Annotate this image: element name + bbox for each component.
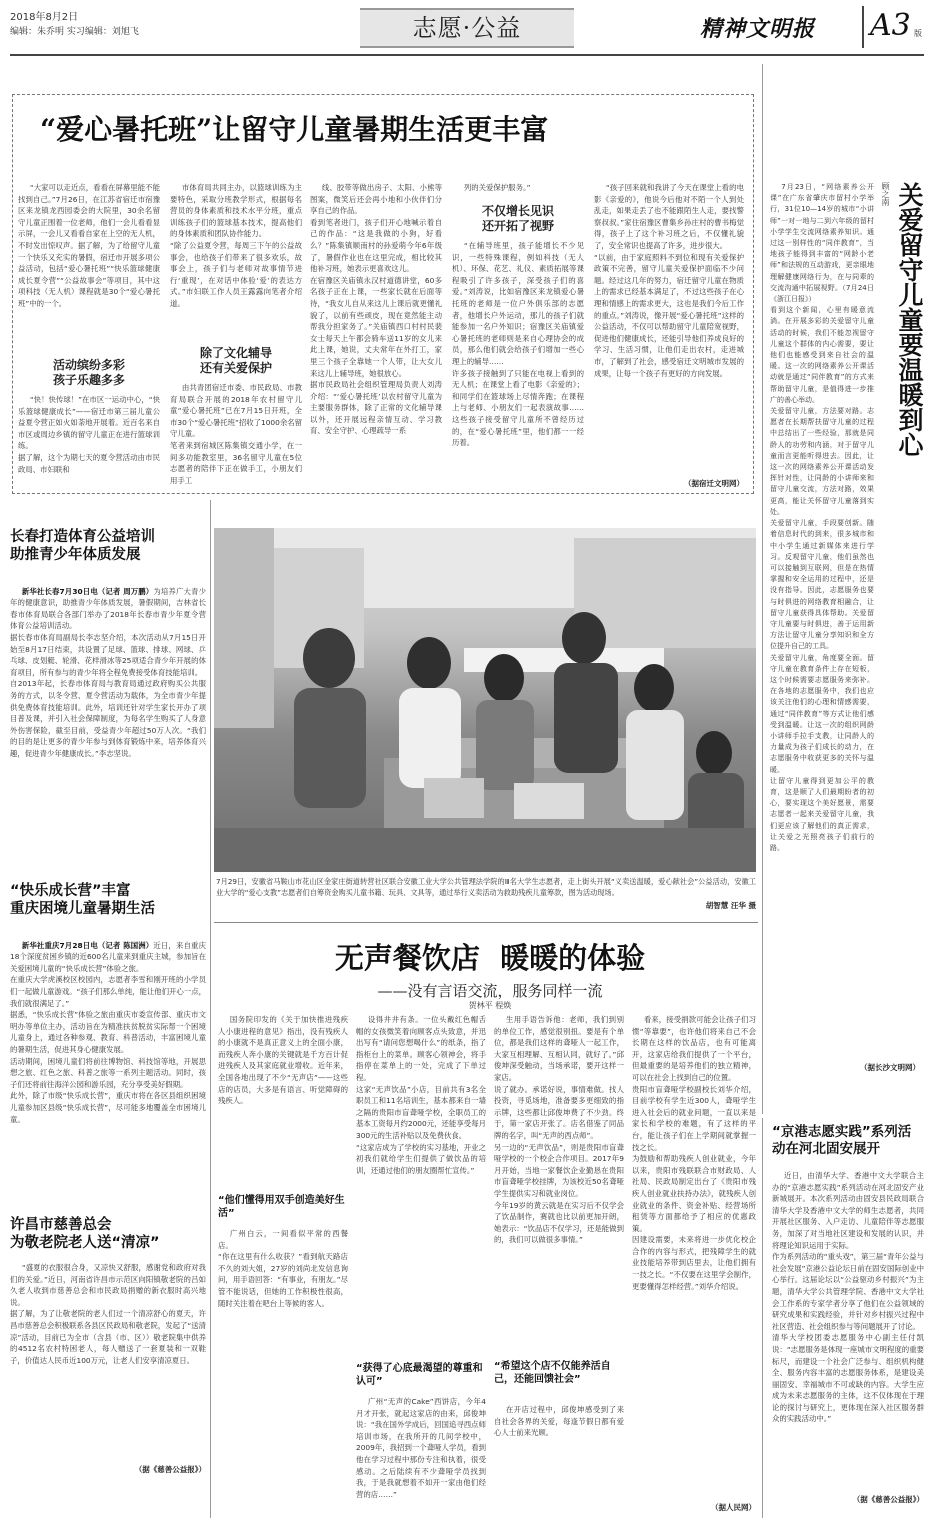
paper-name: 精神文明报 — [700, 16, 816, 42]
left-story-2-dateline: 新华社重庆7月28日电（记者 陈国洲） — [21, 940, 154, 950]
left-story-1-headline: 长春打造体育公益培训 助推青少年体质发展 — [10, 529, 155, 563]
top-sub-1: 活动缤纷多彩 孩子乐趣多多 — [52, 358, 125, 387]
right-column-body — [770, 182, 874, 1002]
top-col-2-text: 市体育局共同主办，以篮球训练为主要特色，采取分班教学形式，根据每名营员的身体素质和技术水平分班，重点训练孩子们的篮球基本技术，提高他们的身体素质和团队协作能力。 “除了公益夏令营，每周三下午的公益故事会，也给孩子们带来了很多欢乐，故事会上，孩子们与老师对故事情节进行‘重现’，在对话中体验‘爱’的表达方式。”市妇联工作人员王露露向笔者介绍道。 — [170, 183, 302, 308]
bottom-col-2 — [356, 1014, 486, 1344]
bottom-col-3 — [494, 1014, 624, 1350]
bottom-col-2b-text: 广州“无声的Cake”西饼店，今年4月才开张，就起这家店的由来，邱俊坤说：“我在国外学成后，回国追寻西点师培训市场，在我所开的几间学校中，2009年，我招到一个聋哑人学员，看到他在学习过程中那份专注和执着，很受感动。之后陆续有不少聋哑学员找到我，于是我就想着不如开一家由他们经营的店……” — [356, 1397, 486, 1499]
section-title: 志愿·公益 — [412, 14, 522, 42]
event-photo — [214, 528, 756, 872]
left-story-2-text: 近日，来自重庆18个深度贫困乡镇的近600名儿童来到重庆主城，参加旨在关爱困境儿童的“快乐成长营”体验之旅。 在重庆大学虎溪校区校园内，志愿者李雪和刚开班的小学员们一起做儿童游戏。“孩子们那么单纯，能让他们开心一点，我们就很满足了。” 据悉，“快乐成长营”体验之旅由重庆市委宣传部、重庆市文明办等单位主办，活动旨在为精准扶贫脱贫实际帮一个困境儿童身上，通过各种参观、教育、科普活动，丰富困境儿童的暑期生活，促进其身心健康发展。 活动期间，困境儿童们将前往博物馆、科技馆等地，开展思想之旅、红色之旅、科普之旅等一系列主题活动。同时，孩子们还将前往海洋公园和游乐园，充分享受美好假期。 此外，除了市级“快乐成长营”，重庆市将在各区县组织困境儿童参加区县级“快乐成长营”，尽可能多地覆盖全市困境儿童。 — [10, 940, 206, 1124]
top-col-3 — [310, 182, 442, 490]
top-col-4-text: 列的关爱保护服务。” — [463, 183, 531, 192]
bottom-sub-3: “希望这个店不仅能养活自己，还能回馈社会” — [494, 1361, 611, 1385]
bottom-story-rule — [214, 922, 758, 923]
right-column-title: 关爱留守儿童要温暖到心 — [895, 182, 924, 457]
bottom-right-body — [772, 1170, 924, 1490]
event-photo-scene — [214, 528, 756, 872]
bottom-story-credit: （据人民网） — [711, 1503, 756, 1512]
bottom-right-divider — [762, 1118, 763, 1518]
bottom-right-credit: （据《慈善公益报》） — [852, 1495, 924, 1504]
top-col-1-text: “大家可以走近点，看看在屏幕里能不能找到自己。”7月26日，在江苏省宿迁市宿豫区来龙镇龙西园委会的大院里，30余名留守儿童正围着一位老师，他们一会儿看看显示屏，一会儿又看看自家在上空的无人机，不时发出惊叹声。据了解，为了给留守儿童一个快乐又充实的暑假，宿迁市开展多项公益活动，包括“爱心暑托班”“快乐篮球健康成长夏令营”“公益故事会”等项目，其中这项科技（无人机）课程就是30个“爱心暑托班”中的一个。 — [18, 183, 160, 308]
bottom-col-2-text: 设得井井有条。一位头戴红色帽舌帽的女孩微笑着向顾客点头致意，并迅出写有“请问您想喝什么”的纸条，指了指柜台上的菜单。顾客心领神会，将手指停在菜单上的一处，完成了下单过程。 这家“无声饮品”小店，目前共有3名全职员工和11名培训生，基本都来自一墙之隔的贵阳市盲聋哑学校，全职员工的基本工资每月约2000元，还能享受每月300元的生活补贴以及免费伙食。 “这家店成为了学校的实习基地，开业之初我们就给学生们提供了做饮品的培训，还通过他们的朋友圈帮忙宣传。” — [356, 1015, 486, 1175]
top-story-headline: “爱心暑托班”让留守儿童暑期生活更丰富 — [40, 113, 549, 146]
bottom-col-4-text: 看来，接受捐款可能会让孩子们习惯“等靠要”，也许他们将来自己不会长期在这样的饮品店，也有可能离开，这家店给我们提供了一个平台，但最重要的是培养他们的独立精神，可以在社会上找到自己的位置。 贵阳市盲聋哑学校副校长刘华介绍，目前学校有学生近300人，聋哑学生进入社会后的就业问题，一直以来是家长和学校的难题，有了这样的平台，能让孩子们在上学期间就掌握一技之长。 为鼓励和帮助残疾人创业就业，今年以来，贵阳市残联联合市财政局、人社局、民政局制定出台了《贵阳市残疾人创业就业扶持办法》，就残疾人创业就业的条件、资金补贴、经营场所租赁等方面都给予了相应的优惠政策。 因建设需要，未来将进一步优化校企合作的内容与形式，把残障学生的就业技能培养带到店里去，让他们拥有一技之长。“不仅要在这里学会制作，更要懂得怎样经营。”刘华介绍说。 — [632, 1015, 756, 1291]
page-suffix: 版 — [914, 29, 922, 38]
top-story-credit: （据宿迁文明网） — [684, 479, 744, 488]
left-story-2-headline: “快乐成长营”丰富 重庆困境儿童暑期生活 — [10, 883, 155, 917]
bottom-col-1 — [218, 1014, 348, 1186]
left-story-3-headline: 许昌市慈善总会 为敬老院老人送“清凉” — [10, 1217, 160, 1251]
top-col-4 — [452, 182, 584, 196]
bottom-story-subhead: ——没有言语交流，服务同样一流 — [377, 982, 603, 1000]
header-date: 2018年8月2日 — [10, 12, 79, 23]
top-col-4b — [452, 240, 584, 490]
top-col-2 — [170, 182, 302, 342]
bottom-story-headline: 无声餐饮店 暖暖的体验 — [334, 941, 646, 975]
top-col-5 — [594, 182, 744, 478]
left-story-2-body — [10, 928, 206, 1204]
top-sub-2: 除了文化辅导 还有关爱保护 — [199, 346, 272, 375]
top-col-4b-text: “在辅导班里，孩子能增长不少见识，一些特殊课程，例如科技（无人机）、环保、花艺、礼仪、素质拓展等课程吸引了许多孩子，深受孩子们的喜爱。”刘涛说，比如宿豫区来龙镇爱心暑托班的老师是一位户外俱乐部的志愿者，他增长户外运动，那儿的孩子们就能参加一名户外知识；宿豫区关庙镇爱心暑托班的老师则是来自心理协会的成员，那么他们就会给孩子们增加一些心理上的辅导…… 许多孩子接触到了只能在电视上看到的无人机；在课堂上看了电影《亲爱的》；和同学们在篮球场上尽情奔跑；在课程上与老师、小朋友们一起表演故事……这些孩子接受留守儿童所不曾经历过的，在“爱心暑托班”里，他们都一一经历着。 — [452, 241, 584, 448]
page-number: A3 — [870, 8, 911, 43]
bottom-sub-1: “他们懂得用双手创造美好生活” — [218, 1195, 345, 1219]
top-col-2b-text: 由共青团宿迁市委、市民政局、市教育局联合开展的2018年农村留守儿童“爱心暑托班”已在7月15日开班，全市30个“爱心暑托班”招收了1000余名留守儿童。 笔者来到宿城区陈集镇交通小学，在一间多功能教室里，36名留守儿童在5位志愿者的陪伴下正在做手工，小朋友们用手工 — [170, 383, 302, 485]
section-badge — [360, 8, 574, 48]
top-col-5-text: “孩子回来就和我讲了今天在课堂上看的电影《亲爱的》，他说今后他对不陌一个人到处乱走，如果走丢了也不能跟陌生人走，要找警察叔叔。”家住宿豫区曹集乡孙庄村的曹书梅觉得，孩子上了这个补习班之后，不仅懂礼貌了，安全常识也提高了许多，进步很大。 “以前，由于家庭照料不到位和现有关爱保护政策不完善，留守儿童关爱保护面临不少问题。经过这几年的努力，宿迁留守儿童在物质上的需求已经基本满足了，不过这些孩子在心理和情感上的需求更大，这也是我们今后工作的重点。”刘涛说，像开展“爱心暑托班”这样的公益活动，不仅可以帮助留守儿童陪宽视野，促进他们健康成长，还能引导他们养成良好的学习、生活习惯，让他们走出农村，走进城市，了解到了社会，感受宿迁文明城市发展的成果，让每一个孩子有更好的方向发展。 — [594, 183, 744, 378]
left-story-1-text: 为培养广大青少年的健康意识，助推青少年体质发展，暑假期间，吉林省长春市体育局联合各部门举办了2018年长春市青少年夏令营体育公益培训活动。 据长春市体育局副局长李志坚介绍，本次活动从7月15日开始至8月17日结束，共设置了足球、篮球、排球、网球、乒乓球、皮划艇、轮滑、花样滑冰等25项适合青少年开展的体育项目，所有参与的青少年将全程免费接受体育技能培训。 自2013年起，长春市体育局与教育局通过政府购买公共服务的方式，以冬令营、夏令营活动为载体，为全市青少年提供免费体育技能培训。此外，培训还针对学生家长开办了项目普及课，并引入社会保障制度，为每名学生购买了人身意外伤害保险，截至目前，受益青少年超过50万人次。“我们的目的是让更多的青少年参与到体育锻炼中来，培养体育兴趣，促进青少年健康成长。”李志坚说。 — [10, 586, 206, 758]
header-rule — [10, 54, 924, 56]
page-number-box — [862, 6, 924, 48]
bottom-right-text: 近日，由清华大学、香港中文大学联合主办的“京港志愿实践”系列活动在河北固安产业新城展开。本次系列活动由固安县民政局联合清华大学及香港中文大学的师生志愿者，共同开展社区服务、入户走访、儿童陪伴等志愿服务，加深了对当地社区建设和发展的认识，并将理论知识运用于实际。 作为系列活动的“重头戏”，第三届“青年公益与社会发展”京港公益论坛日前在固安国际创业中心举行。这届论坛以“公益驱动乡村振兴”为主题，清华大学公共管理学院、香港中文大学社会工作系的专家学者分享了他们在公益领域的研究成果和实践经验，并针对乡村振兴过程中社区营造、社会组织参与等问题展开了讨论。 清华大学校团委志愿服务中心副主任付凯说：“志愿服务是体现一座城市文明程度的重要标尺，而建设一个社会广泛参与、组织机构健全、服务内容丰富的志愿服务体系，是建设美丽固安、幸福城市不可或缺的内容。大学生应成为未来志愿服务的主体，这不仅体现在于理论的探讨与研究上，更体现在深入社区服务群众的实践活动中。” — [772, 1171, 924, 1424]
bottom-col-2b — [356, 1396, 486, 1500]
bottom-right-headline: “京港志愿实践”系列活动在河北固安展开 — [772, 1124, 912, 1157]
left-story-3-body — [10, 1262, 206, 1458]
top-col-1b-text: “快！快传球！”在市区一运动中心，“快乐篮球健康成长”——宿迁市第三届儿童公益夏令营正如火如荼地开展着。近百名来自市区或周边乡镇的留守儿童正在进行篮球训练。 据了解，这个为期七天的夏令营活动由市民政局、市妇联和 — [18, 395, 160, 474]
bottom-col-1-text: 国务院印发的《关于加快推进残疾人小康进程的意见》指出，没有残疾人的小康就不是真正意义上的全面小康，而残疾人奔小康的关键就是千方百计促进残疾人及其家庭就业增收。近年来，全国各地出现了不少“无声店”——这些店的店员，大多是有语言、听觉障碍的残疾人。 — [218, 1015, 348, 1106]
bottom-sub-2: “获得了心底最渴望的尊重和认可” — [356, 1363, 483, 1387]
header-editors: 编辑：朱乔明 实习编辑：刘旭飞 — [10, 27, 139, 37]
top-col-1b — [18, 394, 160, 490]
bottom-col-3-text: 生用手语告诉他：老师，我们到别的单位工作，感觉很别扭。要是有个单位，都是我们这样的聋哑人一起工作，大家互相理解、互相认同，就好了。”邱俊坤深受触动，当场承诺，要开这样一家店。 说了就办。承诺好说，事情难做。找人投资，寻觅场地，准备要多更细致的指示牌，这些都让邱俊坤费了不少劲。终于，第一家店开张了。店名借鉴了同品牌的名字，叫“无声的西点师”。 另一边的“无声饮品”，则是贵阳市盲聋哑学校的一个校企合作项目。2017年9月开始，当地一家餐饮企业勤恳在贵阳市盲聋哑学校挂牌，为该校近50名聋哑学生提供实习和就业岗位。 今年19岁的黄云就是在实习后不仅学会了饮品制作，赛就也比以前更加开朗，她表示：“饮品店不仅学习，还是能做到的，我们可以做很多事情。” — [494, 1015, 624, 1245]
right-column-credit: （据长沙文明网） — [860, 1063, 920, 1072]
top-col-2b — [170, 382, 302, 490]
right-column-text: 7月23日，“网络素养公开课”在广东省肇庆市留村小学举行，31位10—14岁的城市“小讲师”一对一地与二到六年级的留村小学学生交流网络素养知识。通过这一别样性的“同伴教育”，当地孩子能得到丰富的“网龄小老师”和法规的互动游戏，更亲眼地理解健康网络行为，在与同辈的交流沟通中拓展视野。（7月24日《浙江日报》） 看到这个新闻，心里有暖意流淌。在开展多彩的关爱留守儿童活动的时候，我们不能忽视留守儿童这个群体的内心需要，要让他们也能感受到来自社会的温暖。这一次的网络素养公开课活动就是通过“同伴教育”的方式来帮助留守儿童，是值得进一步推广的善心举动。 关爱留守儿童，方法要对路。志愿者在长期帮扶留守儿童的过程中总结出了一些经验，那就是同龄人的功劳和内涵，对于留守儿童而言更能听得进去。因此，让这一次的网络素养公开课活动发挥针对性，让同龄的小讲师来和留守儿童交流，方法对路，效果更高，能让关怀留守儿童落到实处。 关爱留守儿童，手段要创新。随着信息时代的到来，很多城市和中小学生通过新媒体来进行学习。反观留守儿童，他们虽然也可以接触到互联网，但是在热情掌握和安全运用的过程中，还是没有指导。因此，志愿服务也要与时俱进的网络教育相融合，让留守儿童获得具体帮助。关爱留守儿童要与时俱进，善于运用新方法让留守儿童分享知识和全方位提升自己的工具。 关爱留守儿童，角度要全面。留守儿童在教育条件上存在短板，这个时候需要志愿服务来弥补。在各地的志愿服务中，我们也应该关注他们的心理和情感需要，通过“同伴教育”等方式让他们感受到温暖。让这一次的组织网龄小讲师手拉手支教，让同龄人的力量成为孩子们成长的动力，在志愿服务中收获更多的关怀与温暖。 让留守儿童得到更加公平的教育，这是顺了人们最期盼者的初心，要实现这个美好愿景，需要志愿者一起来关爱留守儿童，我们更应该了解他们的真正需求，让关爱之光照亮孩子们前行的路。 — [770, 183, 874, 852]
bottom-story-byline: 贺林平 程焕 — [468, 1001, 512, 1010]
left-column-divider — [210, 500, 211, 1518]
left-story-3-text: “盛夏的衣服很合身，又凉快又舒服，感谢党和政府对我们的关爱。”近日，河南省许昌市示范区向阳镇敬老院的吕如久老人收到市慈善总会和市民政局捐赠的新衣服时高兴地说。 据了解，为了让敬老院的老人们过一个清凉舒心的夏天，许昌市慈善总会积极联系各县区民政局和敬老院，发起了“送清凉”活动，目前已为全市（含县（市、区））敬老院集中供养的4512名农村特困老人，每人赠送了一套夏装和一双鞋子，价值达人民币近100万元，让老人们安享清凉夏日。 — [10, 1263, 206, 1365]
bottom-col-4 — [632, 1014, 756, 1500]
left-story-1-dateline: 新华社长春7月30日电（记者 周万鹏） — [21, 586, 154, 596]
top-col-3-text: 线、胶带等做出房子、太阳、小熊等图案，微笑后还会再小地和小伙伴们分享自己的作品。 看到笔者进门，孩子们开心地喊示着自己的作品：“这是我做的小狗，好看么？”陈集镇顺南村的孙爱萌今年6年级了，暑假作业也在这里完成，相比较其他补习班，她表示更喜欢这儿。 在宿豫区关庙镇永汉村道德讲堂，60多名孩子正在上课，一些家长就在后面等待，“我女儿自从来这儿上课后就更懂礼貌了，以前有些顽皮，现在竟然能主动帮我分担家务了。”关庙镇西口村村民裴女士每天上午都会骑车送11岁的女儿来此上课，她说，丈夫常年在外打工，家里三个孩子全靠她一个人带，让大女儿来这儿上辅导班，她很放心。 据市民政局社会组织管理局负责人刘涛介绍：“‘爱心暑托班’以农村留守儿童为主要服务群体，除了正常的文化辅导课以外，还开展远程亲情互动、学习教育、安全守护、心理疏导一系 — [310, 183, 442, 436]
bottom-col-1b — [218, 1228, 348, 1500]
photo-credit: 胡智慧 汪华 摄 — [705, 901, 756, 910]
top-sub-3: 不仅增长见识 还开拓了视野 — [481, 204, 554, 233]
left-story-3-credit: （据《慈善公益报》） — [134, 1465, 206, 1474]
photo-caption-text: 7月29日，安徽省马鞍山市花山区金家庄街道转营社区联合安徽工业大学公共管理法学院的Ⅲ名大学生志愿者，走上街头开展“义卖送温暖，爱心献社会”公益活动，安徽工业大学的“爱心支教”志愿者们自筹资金购买儿童书籍、玩具、文具等，通过举行义卖活动为救助残疾儿童筹款，图为活动现场。 — [216, 877, 756, 897]
bottom-col-3b: 在开店过程中，邱俊坤感受到了来自社会各界的关爱，每逢节假日都有爱心人士前来光顾。 — [494, 1405, 624, 1438]
right-column-byline: 顾之南 — [881, 182, 890, 206]
right-column-divider — [762, 64, 763, 1114]
bottom-col-1b-text: 广州白云，一间看似平常的西餐店。 “你在这里有什么收获？”看到航天路店不久的刘大姐，27岁的刘尚北发信息询问，用手语回答：“有事业，有朋友。”尽管不能说话，但她的工作积极性很高，随时关注着在吧台上等候的客人。 — [218, 1229, 348, 1308]
left-story-1-body — [10, 574, 206, 862]
top-col-1 — [18, 182, 160, 354]
